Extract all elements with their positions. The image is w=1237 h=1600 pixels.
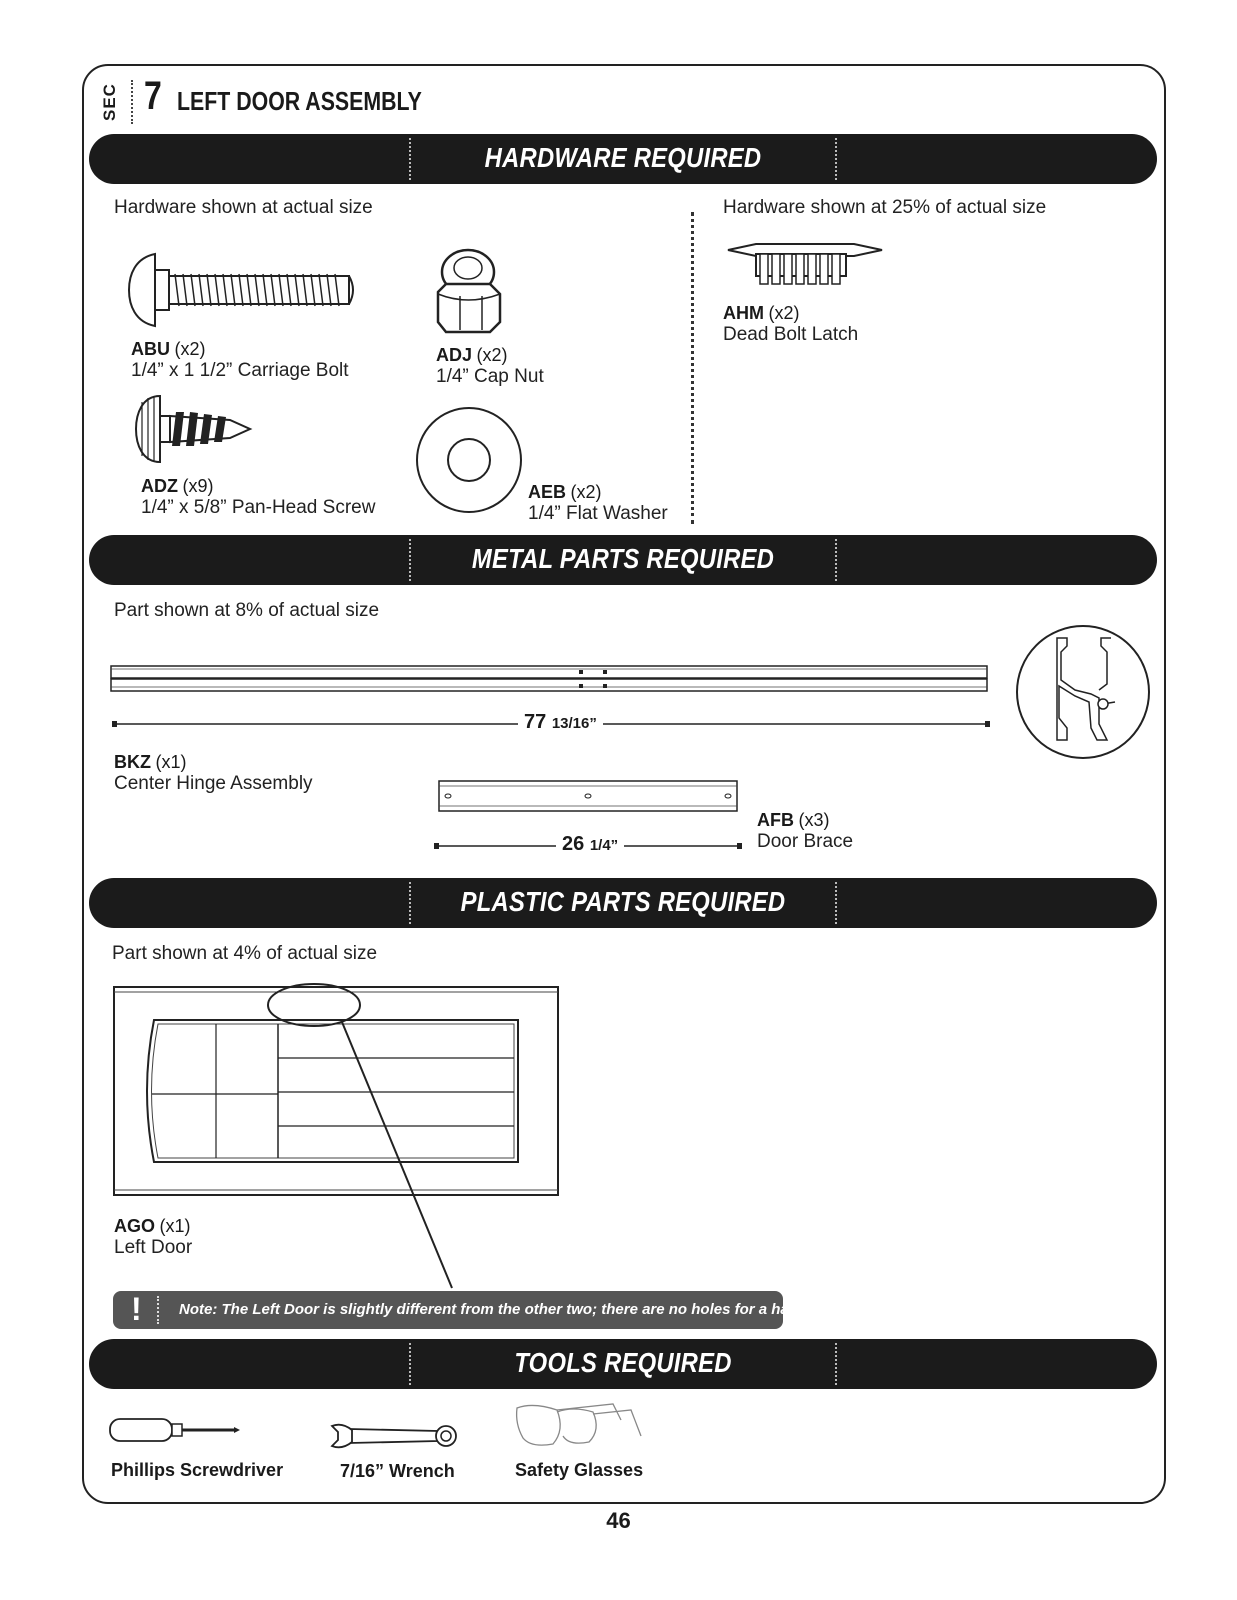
tool-label-screwdriver: Phillips Screwdriver (111, 1460, 284, 1480)
section-label: SEC (100, 83, 119, 121)
abu-label: ABU (x2) 1/4” x 1 1/2” Carriage Bolt (131, 339, 349, 381)
adz-label: ADZ (x9) 1/4” x 5/8” Pan-Head Screw (141, 476, 376, 518)
dead-bolt-latch-icon (726, 236, 886, 291)
door-brace-icon (438, 780, 740, 814)
center-hinge-icon (110, 664, 990, 694)
tool-label-glasses: Safety Glasses (515, 1460, 644, 1480)
plastic-band-title: PLASTIC PARTS REQUIRED (460, 886, 786, 917)
tools-band (89, 1339, 1157, 1389)
hinge-detail-icon (1015, 624, 1151, 760)
afb-dimension: 26 1/4” (556, 833, 624, 856)
tools-band-title: TOOLS REQUIRED (514, 1347, 732, 1378)
afb-label: AFB (x3) Door Brace (757, 810, 854, 852)
plastic-band (89, 878, 1157, 928)
section-number: 7 (144, 74, 162, 118)
tool-label-wrench: 7/16” Wrench (340, 1461, 455, 1481)
flat-washer-icon (414, 405, 524, 515)
warning-icon: ! (131, 1291, 142, 1327)
adj-label: ADJ (x2) 1/4” Cap Nut (436, 345, 544, 387)
ago-label: AGO (x1) Left Door (114, 1216, 193, 1258)
bkz-dimension: 77 13/16” (518, 711, 603, 734)
metal-band (89, 535, 1157, 585)
wrench-icon (328, 1422, 460, 1450)
note-text: Note: The Left Door is slightly different from the other two; there are no holes for a handle. (179, 1301, 824, 1318)
hardware-band (89, 134, 1157, 184)
hardware-scale-note-right: Hardware shown at 25% of actual size (723, 197, 1047, 218)
pan-head-screw-icon (130, 392, 260, 467)
section-divider (131, 80, 133, 124)
hardware-scale-note-left: Hardware shown at actual size (114, 197, 373, 218)
note-callout (113, 1291, 824, 1329)
page-number: 46 (606, 1508, 631, 1533)
bkz-label: BKZ (x1) Center Hinge Assembly (114, 752, 313, 794)
screwdriver-icon (108, 1416, 243, 1446)
carriage-bolt-icon (125, 250, 365, 330)
metal-band-title: METAL PARTS REQUIRED (471, 543, 775, 574)
plastic-scale-note: Part shown at 4% of actual size (112, 943, 378, 964)
safety-glasses-icon (513, 1400, 643, 1450)
aeb-label: AEB (x2) 1/4” Flat Washer (528, 482, 668, 524)
cap-nut-icon (430, 244, 520, 339)
hardware-divider (691, 212, 694, 524)
metal-scale-note: Part shown at 8% of actual size (114, 600, 380, 621)
section-title: LEFT DOOR ASSEMBLY (177, 86, 422, 116)
hardware-band-title: HARDWARE REQUIRED (484, 142, 762, 173)
ahm-label: AHM (x2) Dead Bolt Latch (723, 303, 859, 345)
